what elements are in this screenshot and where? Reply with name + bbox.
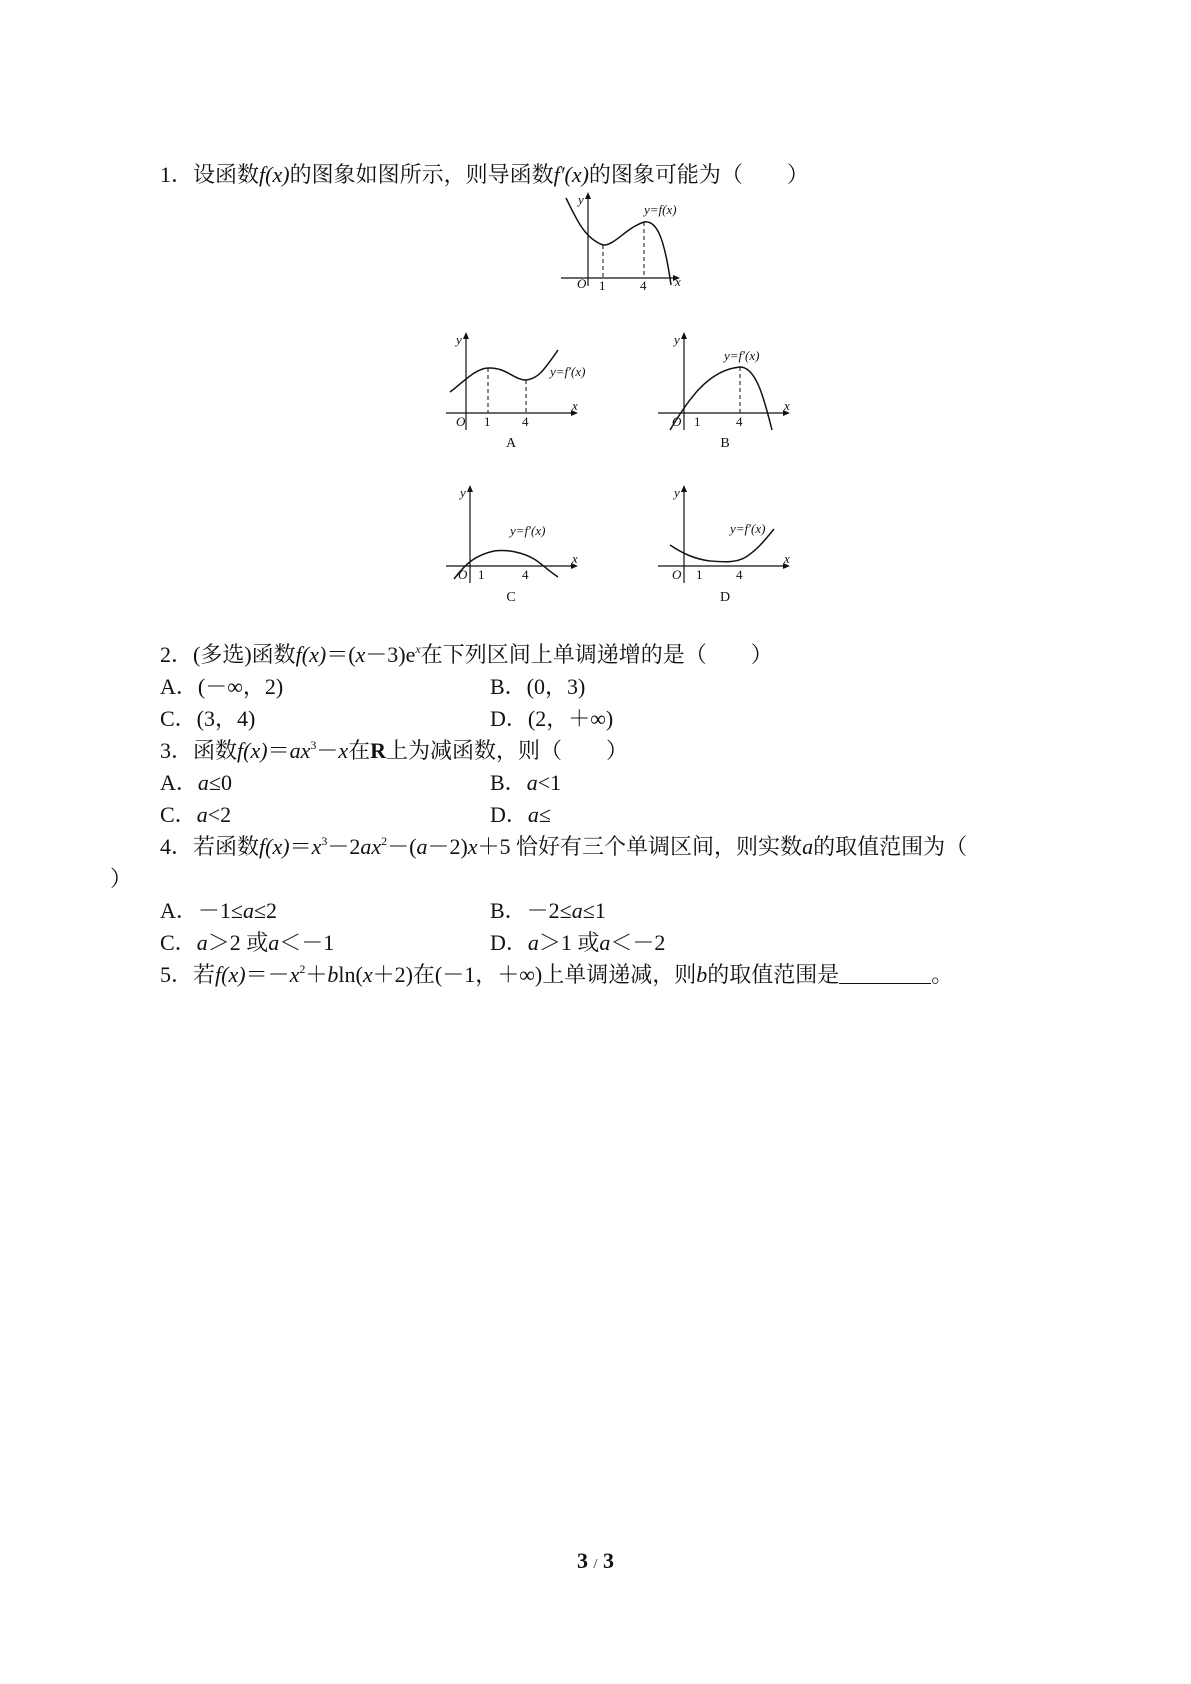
question-4-option-a: A．－1≤a≤2 bbox=[160, 898, 278, 923]
option-c-label: C bbox=[506, 590, 516, 605]
option-b-label: B bbox=[720, 436, 730, 451]
main-curve-label: y=f(x) bbox=[644, 202, 677, 217]
option-a-label: A bbox=[505, 436, 517, 451]
question-2-option-a: A．(－∞，2) bbox=[160, 674, 284, 699]
option-b-curve-label: y=f′(x) bbox=[724, 348, 760, 363]
svg-text:y: y bbox=[674, 332, 680, 347]
main-x-label: x bbox=[675, 274, 681, 289]
svg-text:y: y bbox=[456, 332, 462, 347]
option-d-graph bbox=[658, 483, 808, 593]
svg-text:4: 4 bbox=[736, 414, 743, 429]
svg-text:y: y bbox=[674, 485, 680, 500]
question-3-option-a: A．a≤0 bbox=[160, 770, 232, 795]
page-number: 3 / 3 bbox=[577, 1548, 614, 1573]
option-b-graph bbox=[658, 330, 808, 440]
svg-text:O: O bbox=[672, 414, 682, 429]
question-2-option-c: C．(3，4) bbox=[160, 706, 256, 731]
question-3-option-c: C．a<2 bbox=[160, 802, 232, 827]
question-4-option-c: C．a＞2 或a＜－1 bbox=[160, 930, 335, 955]
option-d-label: D bbox=[719, 590, 731, 605]
question-2-option-b: B．(0，3) bbox=[490, 674, 586, 699]
question-4-option-b: B．－2≤a≤1 bbox=[490, 898, 606, 923]
svg-text:O: O bbox=[458, 567, 468, 582]
option-d-curve-label: y=f′(x) bbox=[730, 521, 766, 536]
option-c-graph bbox=[446, 483, 596, 593]
answer-blank[interactable] bbox=[839, 963, 931, 984]
svg-text:x: x bbox=[572, 398, 578, 413]
question-1-stem: 1．设函数f(x)的图象如图所示，则导函数f′(x)的图象可能为（ ） bbox=[160, 162, 809, 187]
option-a-curve-label: y=f′(x) bbox=[550, 364, 586, 379]
question-2-stem: 2．(多选)函数$f(x)=(x-3)e^x$在下列区间上单调递增的是（ ） bbox=[160, 642, 773, 667]
svg-text:O: O bbox=[672, 567, 682, 582]
svg-text:x: x bbox=[784, 398, 790, 413]
question-4-stem: 4．若函数$f(x)=x^3-2ax^2-(a-2)x+5$ 恰好有三个单调区间，则实数a的取值范围为（ bbox=[160, 834, 968, 859]
svg-text:4: 4 bbox=[736, 567, 743, 582]
svg-text:1: 1 bbox=[484, 414, 491, 429]
svg-text:1: 1 bbox=[478, 567, 485, 582]
main-tick-1: 1 bbox=[599, 278, 606, 293]
svg-text:x: x bbox=[572, 551, 578, 566]
question-3-option-b: B．a<1 bbox=[490, 770, 562, 795]
svg-text:4: 4 bbox=[522, 414, 529, 429]
svg-text:4: 4 bbox=[522, 567, 529, 582]
question-5-stem: 5．若$f(x)=-x^2+bln(x+2)$在(－1，＋∞)上单调递减，则b的取值范围是 。 bbox=[160, 962, 954, 987]
question-4-option-d: D．a＞1 或a＜－2 bbox=[490, 930, 666, 955]
svg-text:y: y bbox=[460, 485, 466, 500]
main-origin: O bbox=[577, 276, 587, 291]
svg-text:O: O bbox=[456, 414, 466, 429]
svg-text:x: x bbox=[784, 551, 790, 566]
question-4-wrap: ） bbox=[110, 866, 133, 891]
main-y-label: y bbox=[578, 192, 584, 207]
option-a-graph bbox=[446, 330, 596, 440]
svg-text:1: 1 bbox=[694, 414, 701, 429]
main-tick-4: 4 bbox=[640, 278, 647, 293]
option-c-curve-label: y=f′(x) bbox=[510, 523, 546, 538]
question-2-option-d: D．(2，＋∞) bbox=[490, 706, 614, 731]
main-function-graph bbox=[556, 190, 686, 293]
question-3-option-d: D．a≤ bbox=[490, 802, 551, 827]
question-3-stem: 3．函数$f(x)=ax^3-x$在R上为减函数，则（ ） bbox=[160, 738, 629, 763]
svg-text:1: 1 bbox=[696, 567, 703, 582]
